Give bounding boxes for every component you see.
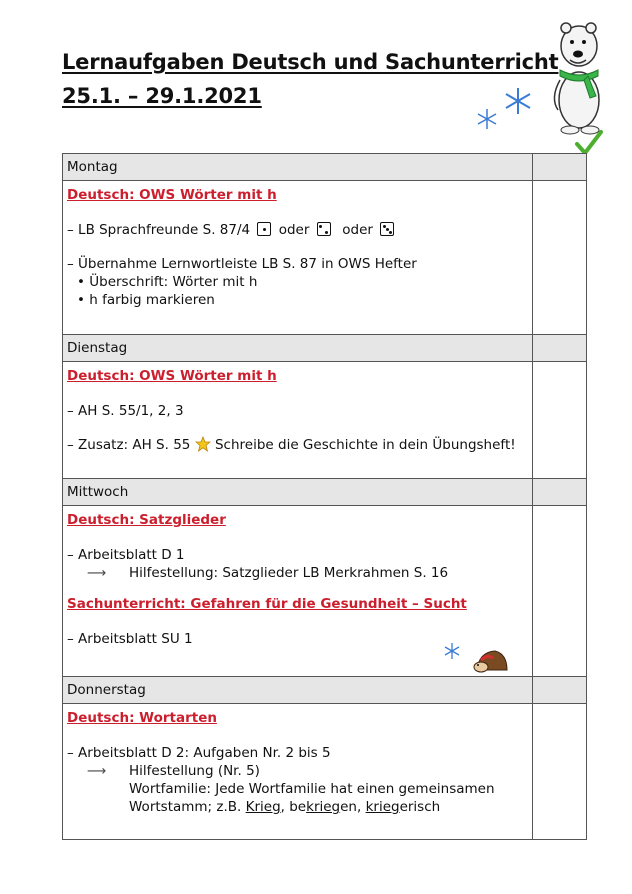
task-line: – Arbeitsblatt SU 1 [67,631,193,647]
hint-text: Wortstamm; z.B. [129,799,246,815]
word-stem: krieg [306,799,341,815]
or-text: oder [342,222,373,238]
task-line: – Übernahme Lernwortleiste LB S. 87 in OWS Hefter [67,256,417,272]
day-header-monday [63,154,587,181]
dice-three-icon [380,222,394,236]
subject-heading: Deutsch: OWS Wörter mit h [67,368,277,384]
hint-text: , be [280,799,307,815]
task-line: – Arbeitsblatt D 1 [67,547,185,563]
day-name: Mittwoch [67,484,129,500]
hint-line [67,798,532,816]
day-header-wednesday [63,479,587,506]
check-cell[interactable] [533,362,587,479]
subject-heading: Sachunterricht: Gefahren für die Gesundheit – Sucht [67,596,467,612]
bullet-item: • Überschrift: Wörter mit h [77,274,258,290]
weekly-plan-table [62,153,587,840]
or-text: oder [278,222,310,238]
hint-text: Hilfestellung: Satzglieder LB Merkrahmen S. 16 [129,565,449,581]
hedgehog-icon [473,648,509,674]
task-line [67,436,532,454]
hint-line [67,762,532,780]
arrow-right-icon: ⟶ [87,565,107,581]
task-text: – LB Sprachfreunde S. 87/4 [67,222,251,238]
task-line [67,221,532,239]
word-stem: Krieg [245,799,281,815]
task-text: – Zusatz: AH S. 55 [67,437,191,453]
check-cell[interactable] [533,677,587,704]
hint-line: Wortfamilie: Jede Wortfamilie hat einen gemeinsamen [129,781,495,797]
date-range: 25.1. – 29.1.2021 [62,84,262,108]
check-cell[interactable] [533,704,587,840]
word-stem: krieg [365,799,400,815]
hint-text: erisch [399,799,441,815]
hint-line [67,564,532,582]
snowflake-icon [503,86,533,116]
hint-text: en, [340,799,366,815]
check-cell[interactable] [533,479,587,506]
check-cell[interactable] [533,181,587,335]
day-header-thursday [63,677,587,704]
subject-heading: Deutsch: Satzglieder [67,512,226,528]
bullet-item: • h farbig markieren [77,292,215,308]
day-content-wednesday [63,506,587,677]
snowflake-small-icon [476,108,498,130]
subject-heading: Deutsch: Wortarten [67,710,217,726]
polar-bear-icon [548,18,610,136]
arrow-right-icon: ⟶ [87,763,107,779]
star-icon [195,436,211,452]
check-cell[interactable] [533,154,587,181]
day-header-tuesday [63,335,587,362]
dice-one-icon [257,222,271,236]
dice-two-icon [317,222,331,236]
task-line: – Arbeitsblatt D 2: Aufgaben Nr. 2 bis 5 [67,745,331,761]
day-content-tuesday [63,362,587,479]
snowflake-icon [443,642,461,660]
day-content-thursday [63,704,587,840]
task-text: Schreibe die Geschichte in dein Übungsheft! [214,437,516,453]
day-name: Montag [67,159,118,175]
page-title: Lernaufgaben Deutsch und Sachunterricht [62,50,559,74]
day-content-monday [63,181,587,335]
hint-text: Hilfestellung (Nr. 5) [129,763,260,779]
task-line: – AH S. 55/1, 2, 3 [67,403,184,419]
day-name: Dienstag [67,340,128,356]
day-name: Donnerstag [67,682,146,698]
check-cell[interactable] [533,335,587,362]
subject-heading: Deutsch: OWS Wörter mit h [67,187,277,203]
check-cell[interactable] [533,506,587,677]
